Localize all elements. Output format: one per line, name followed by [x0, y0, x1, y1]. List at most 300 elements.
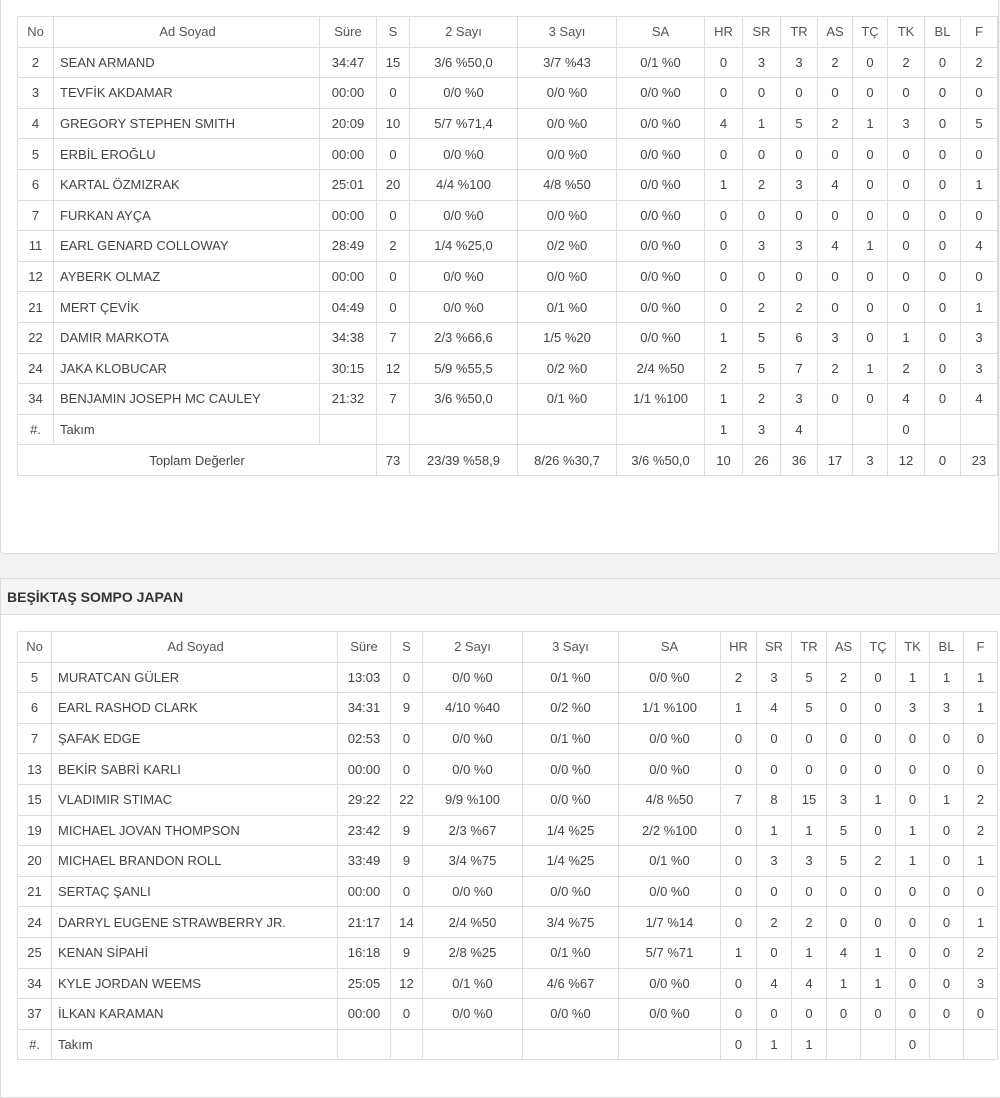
table-cell: 0/1 %0 — [617, 47, 705, 78]
team2-title: BEŞİKTAŞ SOMPO JAPAN — [1, 579, 1000, 615]
table-cell: 1 — [896, 846, 930, 877]
table-cell — [861, 1029, 896, 1060]
table-cell: 0 — [377, 292, 410, 323]
table-cell: 0/1 %0 — [518, 384, 617, 415]
table-cell: 0/0 %0 — [423, 754, 523, 785]
table-cell: TK — [896, 632, 930, 663]
table-cell: 0 — [930, 846, 964, 877]
table-cell: F — [961, 17, 998, 48]
table-cell: TÇ — [861, 632, 896, 663]
table-cell: KENAN SİPAHİ — [52, 937, 338, 968]
table-cell: 00:00 — [338, 876, 391, 907]
table-cell: Ad Soyad — [52, 632, 338, 663]
table-cell: 1 — [705, 414, 743, 445]
table-cell: 0 — [961, 139, 998, 170]
table-cell: SR — [757, 632, 792, 663]
table-cell: 3 — [743, 414, 781, 445]
table-cell: 1 — [792, 937, 827, 968]
table-cell: 0 — [721, 846, 757, 877]
table-cell: 0/2 %0 — [518, 353, 617, 384]
table-cell: 15 — [377, 47, 410, 78]
table-cell: 3 — [888, 108, 925, 139]
table-cell: 2/2 %100 — [619, 815, 721, 846]
table-cell: 0 — [757, 723, 792, 754]
table-cell: 0 — [377, 78, 410, 109]
table-cell: 0/0 %0 — [523, 784, 619, 815]
table-cell — [617, 414, 705, 445]
totals-cell: 3 — [853, 445, 888, 476]
table-cell: 7 — [781, 353, 818, 384]
table-cell: 0 — [781, 261, 818, 292]
table-cell: 2/4 %50 — [423, 907, 523, 938]
table-cell: 0 — [964, 723, 998, 754]
table-cell: 0 — [721, 876, 757, 907]
table-cell: 0 — [930, 815, 964, 846]
table-row — [18, 169, 998, 200]
table-cell: 1 — [792, 1029, 827, 1060]
table-cell: 21:32 — [320, 384, 377, 415]
table-cell: 00:00 — [320, 78, 377, 109]
table-cell: 0/2 %0 — [523, 693, 619, 724]
table-cell: 3 — [781, 47, 818, 78]
table-cell: SERTAÇ ŞANLI — [52, 876, 338, 907]
table-cell: 3 — [896, 693, 930, 724]
table-cell: 0 — [377, 139, 410, 170]
totals-cell: 23/39 %58,9 — [410, 445, 518, 476]
table-cell: 0 — [888, 139, 925, 170]
table-cell: 4 — [818, 231, 853, 262]
table-cell: 0 — [818, 78, 853, 109]
table-cell: 0 — [961, 261, 998, 292]
table-cell: 4 — [888, 384, 925, 415]
table-cell: #. — [18, 1029, 52, 1060]
table-cell — [961, 414, 998, 445]
table-cell: 0/1 %0 — [523, 937, 619, 968]
table-cell: SA — [619, 632, 721, 663]
table-cell: 23:42 — [338, 815, 391, 846]
table-cell: 0 — [721, 815, 757, 846]
table-cell: 30:15 — [320, 353, 377, 384]
table-cell: 12 — [391, 968, 423, 999]
table-cell: 13:03 — [338, 662, 391, 693]
table-cell: 0/0 %0 — [617, 261, 705, 292]
table-cell: 0/0 %0 — [410, 200, 518, 231]
table-cell: 0 — [930, 968, 964, 999]
table-cell: EARL GENARD COLLOWAY — [54, 231, 320, 262]
table-header-row — [18, 17, 998, 48]
table-cell: 1 — [896, 662, 930, 693]
table-cell: 0 — [964, 754, 998, 785]
totals-cell: 0 — [925, 445, 961, 476]
table-cell: 1 — [705, 169, 743, 200]
table-cell: 0/1 %0 — [523, 723, 619, 754]
table-cell: 0 — [896, 876, 930, 907]
table-cell: Süre — [320, 17, 377, 48]
table-cell: 0 — [896, 784, 930, 815]
table-cell: 0 — [861, 723, 896, 754]
table-cell: Süre — [338, 632, 391, 663]
table-cell: MICHAEL JOVAN THOMPSON — [52, 815, 338, 846]
table-cell: 9/9 %100 — [423, 784, 523, 815]
table-cell: 6 — [781, 322, 818, 353]
table-cell: 3 — [757, 846, 792, 877]
table-cell: 5 — [792, 693, 827, 724]
table-cell: 0 — [827, 723, 861, 754]
table-cell: 0 — [853, 200, 888, 231]
totals-cell: 3/6 %50,0 — [617, 445, 705, 476]
table-cell: 25:01 — [320, 169, 377, 200]
table-cell: 0 — [781, 200, 818, 231]
table-cell: EARL RASHOD CLARK — [52, 693, 338, 724]
table-cell: 0 — [705, 78, 743, 109]
table-cell: 11 — [18, 231, 54, 262]
table-cell: 0 — [853, 139, 888, 170]
totals-cell: 17 — [818, 445, 853, 476]
table-cell — [518, 414, 617, 445]
table-cell: 0 — [705, 231, 743, 262]
table-cell: 1/4 %25,0 — [410, 231, 518, 262]
table-cell: 0 — [896, 754, 930, 785]
table-cell: 0 — [792, 876, 827, 907]
table-cell: 1 — [721, 937, 757, 968]
table-row — [18, 754, 998, 785]
table-row — [18, 968, 998, 999]
table-cell: 15 — [792, 784, 827, 815]
table-cell: MICHAEL BRANDON ROLL — [52, 846, 338, 877]
table-cell: 34:47 — [320, 47, 377, 78]
table-cell: 3/4 %75 — [423, 846, 523, 877]
table-cell: 0 — [964, 999, 998, 1030]
table-cell: Takım — [52, 1029, 338, 1060]
table-cell: 1 — [721, 693, 757, 724]
table-cell: 3 — [757, 662, 792, 693]
table-cell: 0 — [721, 754, 757, 785]
table-row — [18, 937, 998, 968]
table-cell: 1 — [964, 907, 998, 938]
table-cell: 2 — [964, 937, 998, 968]
table-row — [18, 108, 998, 139]
team-row — [18, 414, 998, 445]
table-cell: 0 — [888, 200, 925, 231]
table-cell — [320, 414, 377, 445]
table-cell: FURKAN AYÇA — [54, 200, 320, 231]
table-row — [18, 384, 998, 415]
table-cell: 2 — [827, 662, 861, 693]
table-cell: S — [391, 632, 423, 663]
table-cell: 0/0 %0 — [423, 876, 523, 907]
table-cell: BL — [930, 632, 964, 663]
table-cell: 1 — [964, 846, 998, 877]
table-cell — [818, 414, 853, 445]
table-cell: 00:00 — [320, 139, 377, 170]
table-cell: 0/0 %0 — [410, 292, 518, 323]
table-cell: 2 Sayı — [410, 17, 518, 48]
table-cell: 0 — [743, 200, 781, 231]
table-cell: 0 — [391, 662, 423, 693]
table-cell: 0 — [721, 999, 757, 1030]
table-cell: 21 — [18, 292, 54, 323]
table-cell: 3 Sayı — [518, 17, 617, 48]
table-cell: 0/2 %0 — [518, 231, 617, 262]
table-cell: 1 — [853, 108, 888, 139]
table-cell: 2 — [818, 47, 853, 78]
table-cell: 0/0 %0 — [410, 78, 518, 109]
table-cell: 7 — [721, 784, 757, 815]
table-cell: No — [18, 632, 52, 663]
table-cell: 8 — [757, 784, 792, 815]
table-cell: 0/0 %0 — [617, 169, 705, 200]
totals-cell: 10 — [705, 445, 743, 476]
table-cell: 0/0 %0 — [518, 108, 617, 139]
table-cell: 0/0 %0 — [423, 999, 523, 1030]
table-cell: 4 — [818, 169, 853, 200]
totals-cell: 23 — [961, 445, 998, 476]
table-cell: 5 — [18, 139, 54, 170]
table-cell: 0 — [888, 78, 925, 109]
table-cell: 24 — [18, 353, 54, 384]
table-cell: 1 — [757, 815, 792, 846]
table-cell: 2 — [377, 231, 410, 262]
table-cell: 1 — [861, 968, 896, 999]
table-cell: AS — [827, 632, 861, 663]
table-cell: 0 — [827, 693, 861, 724]
table-cell: 3 — [743, 231, 781, 262]
table-cell: 37 — [18, 999, 52, 1030]
table-cell: 2 — [705, 353, 743, 384]
table-cell: 0 — [721, 968, 757, 999]
table-cell: 2/3 %66,6 — [410, 322, 518, 353]
table-cell: 2/3 %67 — [423, 815, 523, 846]
table-cell: 0 — [896, 723, 930, 754]
table-cell: 0 — [861, 907, 896, 938]
table-cell: 3 — [781, 384, 818, 415]
table-cell — [410, 414, 518, 445]
table-cell: 3 — [964, 968, 998, 999]
table-cell: 20:09 — [320, 108, 377, 139]
table-cell: 0/0 %0 — [518, 139, 617, 170]
table-cell: 0 — [743, 261, 781, 292]
table-cell: 0 — [888, 169, 925, 200]
table-cell: 1 — [961, 169, 998, 200]
table-cell: 0 — [818, 139, 853, 170]
table-cell: 0 — [705, 292, 743, 323]
table-cell: 0 — [925, 353, 961, 384]
table-cell: 2 — [818, 353, 853, 384]
table-cell: 7 — [377, 384, 410, 415]
table-cell: 0 — [757, 999, 792, 1030]
totals-cell: 12 — [888, 445, 925, 476]
table-cell: 0 — [827, 754, 861, 785]
table-cell: 0/1 %0 — [523, 662, 619, 693]
table-cell: 0 — [888, 414, 925, 445]
table-cell: 5 — [792, 662, 827, 693]
table-cell: 4/8 %50 — [518, 169, 617, 200]
table-cell: 34:31 — [338, 693, 391, 724]
totals-cell: 73 — [377, 445, 410, 476]
table-cell: 5 — [743, 353, 781, 384]
table-cell: 4/8 %50 — [619, 784, 721, 815]
table-cell: 34 — [18, 968, 52, 999]
table-cell: JAKA KLOBUCAR — [54, 353, 320, 384]
table-cell: GREGORY STEPHEN SMITH — [54, 108, 320, 139]
table-row — [18, 200, 998, 231]
table-cell: 04:49 — [320, 292, 377, 323]
table-cell: 4 — [781, 414, 818, 445]
table-cell: 3 — [818, 322, 853, 353]
table-cell: 0 — [896, 999, 930, 1030]
table-cell: SR — [743, 17, 781, 48]
table-cell: 0 — [961, 78, 998, 109]
table-cell: 1/5 %20 — [518, 322, 617, 353]
table-cell: TÇ — [853, 17, 888, 48]
table-cell: 0 — [861, 662, 896, 693]
table-cell: 1 — [792, 815, 827, 846]
table-cell: 0 — [930, 876, 964, 907]
table-cell: 0/0 %0 — [617, 322, 705, 353]
table-cell: 2 — [861, 846, 896, 877]
table-cell: 5 — [961, 108, 998, 139]
table-cell: 0 — [896, 937, 930, 968]
table-cell: 5/7 %71,4 — [410, 108, 518, 139]
table-cell: 0 — [781, 139, 818, 170]
table-cell: 0 — [853, 384, 888, 415]
table-cell: 4 — [757, 693, 792, 724]
table-cell: 3/6 %50,0 — [410, 384, 518, 415]
table-cell: 0 — [721, 723, 757, 754]
team1-stats-table — [17, 16, 998, 476]
table-cell: 0 — [925, 384, 961, 415]
table-cell — [930, 1029, 964, 1060]
table-cell: 0 — [705, 261, 743, 292]
table-cell — [619, 1029, 721, 1060]
table-cell: 0 — [377, 200, 410, 231]
table-cell: 0 — [964, 876, 998, 907]
table-cell: 0/0 %0 — [619, 999, 721, 1030]
table-cell: 0/0 %0 — [523, 876, 619, 907]
table-cell: 0 — [861, 876, 896, 907]
table-cell: TR — [781, 17, 818, 48]
table-cell: 16:18 — [338, 937, 391, 968]
table-header-row — [18, 632, 998, 663]
table-cell: 21 — [18, 876, 52, 907]
table-cell: 1 — [861, 937, 896, 968]
table-cell: 0/0 %0 — [617, 78, 705, 109]
table-row — [18, 47, 998, 78]
table-cell: 2 Sayı — [423, 632, 523, 663]
table-cell: 2 — [743, 384, 781, 415]
table-cell: 1 — [827, 968, 861, 999]
table-cell: 33:49 — [338, 846, 391, 877]
table-cell: SEAN ARMAND — [54, 47, 320, 78]
table-cell: Ad Soyad — [54, 17, 320, 48]
table-cell: 5 — [827, 815, 861, 846]
table-cell: 9 — [391, 693, 423, 724]
table-cell: 0 — [818, 200, 853, 231]
table-cell: 0/0 %0 — [617, 231, 705, 262]
table-cell: 1/4 %25 — [523, 846, 619, 877]
table-row — [18, 139, 998, 170]
table-cell: 0/0 %0 — [619, 662, 721, 693]
table-cell: 28:49 — [320, 231, 377, 262]
table-cell: 4 — [792, 968, 827, 999]
table-cell: 12 — [18, 261, 54, 292]
table-cell: 0 — [930, 907, 964, 938]
table-cell: BL — [925, 17, 961, 48]
table-cell: SA — [617, 17, 705, 48]
table-cell: 19 — [18, 815, 52, 846]
team2-stats-table — [17, 631, 998, 1060]
table-row — [18, 784, 998, 815]
table-cell: 0/0 %0 — [523, 754, 619, 785]
table-cell: 0 — [818, 261, 853, 292]
table-cell: 25 — [18, 937, 52, 968]
table-row — [18, 907, 998, 938]
table-cell: 0 — [896, 1029, 930, 1060]
table-cell: 0/0 %0 — [617, 139, 705, 170]
table-cell: 0 — [925, 108, 961, 139]
table-cell: 5/9 %55,5 — [410, 353, 518, 384]
table-cell: 0 — [853, 169, 888, 200]
table-cell: 0 — [721, 907, 757, 938]
table-row — [18, 693, 998, 724]
table-cell: MURATCAN GÜLER — [52, 662, 338, 693]
table-cell: #. — [18, 414, 54, 445]
table-cell: 0 — [757, 937, 792, 968]
table-cell — [523, 1029, 619, 1060]
table-cell: 0 — [930, 723, 964, 754]
table-cell: 4/6 %67 — [523, 968, 619, 999]
table-cell: 0 — [853, 78, 888, 109]
table-cell: 00:00 — [338, 999, 391, 1030]
table-row — [18, 78, 998, 109]
table-cell: 2 — [757, 907, 792, 938]
table-cell: 0 — [391, 999, 423, 1030]
table-cell: 3 — [792, 846, 827, 877]
table-cell: 0 — [896, 968, 930, 999]
table-cell: 0 — [853, 261, 888, 292]
table-cell: 0 — [925, 322, 961, 353]
table-row — [18, 353, 998, 384]
table-cell: 3 — [781, 169, 818, 200]
table-cell: 4 — [757, 968, 792, 999]
table-cell: 24 — [18, 907, 52, 938]
table-cell: 0 — [861, 754, 896, 785]
table-cell: 34:38 — [320, 322, 377, 353]
table-cell: HR — [705, 17, 743, 48]
table-cell: 0/0 %0 — [518, 200, 617, 231]
table-cell: 4/10 %40 — [423, 693, 523, 724]
table-cell — [827, 1029, 861, 1060]
table-row — [18, 876, 998, 907]
totals-row — [18, 445, 998, 476]
table-cell: 0 — [925, 78, 961, 109]
table-cell: 0 — [930, 754, 964, 785]
table-cell: 1 — [964, 693, 998, 724]
table-row — [18, 322, 998, 353]
table-cell: 0 — [925, 200, 961, 231]
table-cell: 1 — [896, 815, 930, 846]
table-cell: 1 — [964, 662, 998, 693]
table-cell: 0 — [853, 47, 888, 78]
table-row — [18, 292, 998, 323]
table-cell: 5/7 %71 — [619, 937, 721, 968]
table-cell: KYLE JORDAN WEEMS — [52, 968, 338, 999]
table-cell: DARRYL EUGENE STRAWBERRY JR. — [52, 907, 338, 938]
table-cell: TEVFİK AKDAMAR — [54, 78, 320, 109]
table-cell: 0 — [705, 47, 743, 78]
table-cell: KARTAL ÖZMIZRAK — [54, 169, 320, 200]
table-cell: 2/4 %50 — [617, 353, 705, 384]
